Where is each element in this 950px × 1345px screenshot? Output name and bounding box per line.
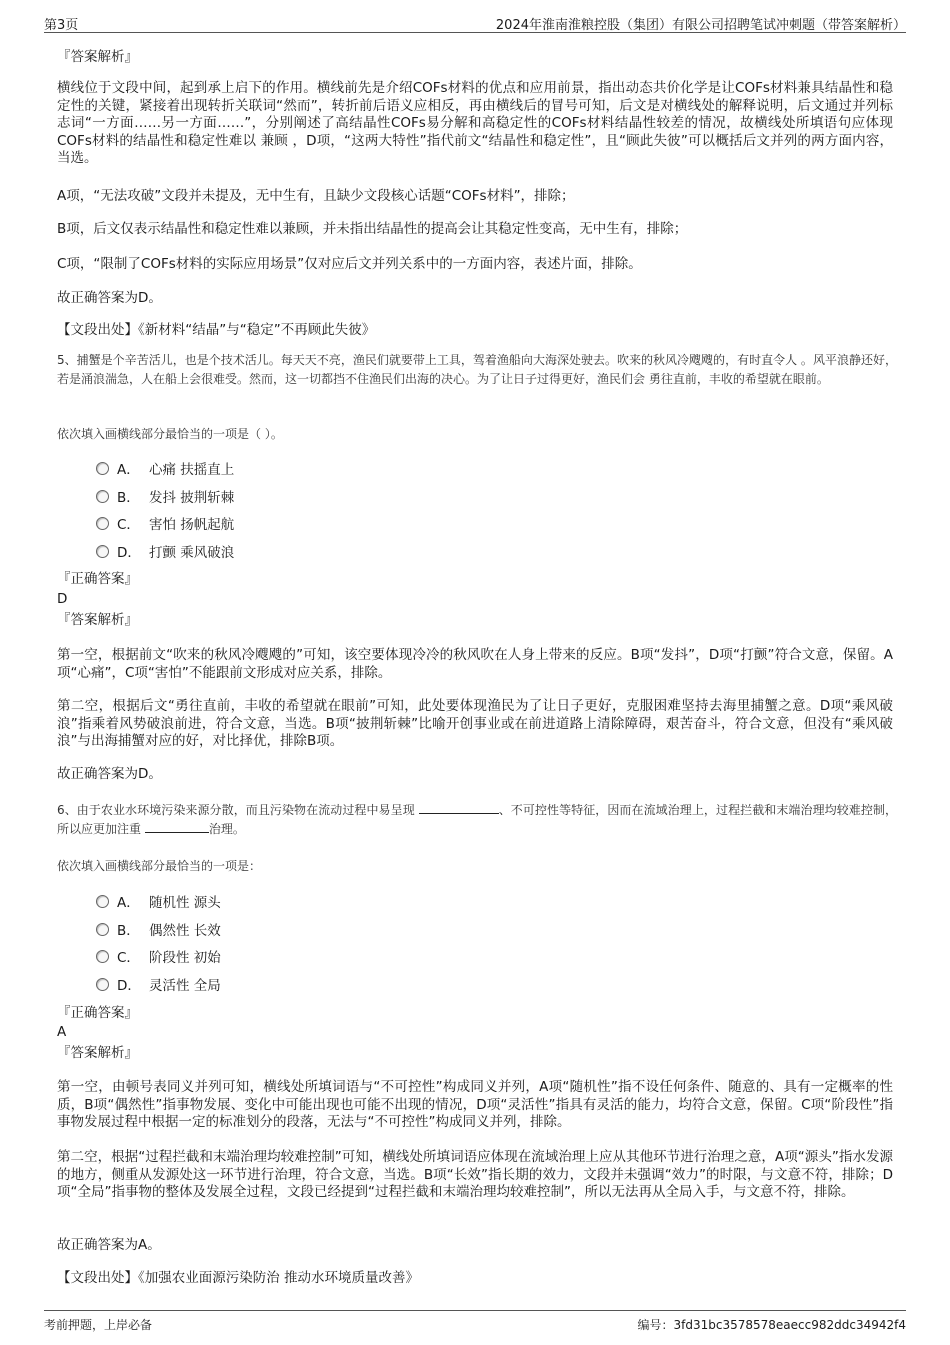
radio-icon[interactable] <box>96 517 109 530</box>
option-letter: C． <box>117 517 140 533</box>
q5-option-d[interactable] <box>96 541 234 561</box>
q5-analysis-label: 『答案解析』 <box>57 612 138 628</box>
q6-prompt: 依次填入画横线部分最恰当的一项是： <box>57 859 262 873</box>
q5-option-b[interactable] <box>96 486 234 506</box>
footer-slogan: 考前押题，上岸必备 <box>44 1318 153 1332</box>
option-letter: D． <box>117 978 141 994</box>
q5-option-a[interactable] <box>96 458 234 478</box>
option-text: 心痛 扶摇直上 <box>149 462 235 478</box>
q6-stem-part2: 、不可控性等特征，因而在流域治理上，过程拦截和末端治理均较难控制，所以应更加注重 <box>57 803 897 836</box>
q6-answer-label: 『正确答案』 <box>57 1005 138 1021</box>
option-text: 阶段性 初始 <box>149 950 221 966</box>
q5-conclusion: 故正确答案为D。 <box>57 766 162 782</box>
q6-stem-part3: 治理。 <box>208 822 245 836</box>
option-text: 随机性 源头 <box>149 895 221 911</box>
q4-analysis-p3: B项，后文仅表示结晶性和稳定性难以兼顾，并未指出结晶性的提高会让其稳定性变高，无中生有，排除； <box>57 221 688 237</box>
q6-option-d[interactable] <box>96 974 221 994</box>
option-text: 打颤 乘风破浪 <box>149 545 235 561</box>
q6-stem <box>57 801 897 839</box>
q6-option-c[interactable] <box>96 946 221 966</box>
q6-blank-2 <box>145 820 209 833</box>
option-text: 害怕 扬帆起航 <box>149 517 235 533</box>
q4-analysis-p1: 横线位于文段中间，起到承上启下的作用。横线前先是介绍COFs材料的优点和应用前景，指出动态共价化学是让COFs材料兼具结晶性和稳定性的关键，紧接着出现转折关联词“然而”，转折前后语义应相反，再由横线后的冒号可知，后文是对横线处的解释说明，后文通过并列标志词“一方面……另一方面……”，分别阐述了高结晶性COFs易分解和高稳定性的COFs材料结晶性较差的情况，故横线处所填语句应体现COFs材料的结晶性和稳定性难以 兼顾 ，D项，“这两大特性”指代前文“结晶性和稳定性”，且“顾此失彼”可以概括后文并列的两方面内容，当选。 <box>57 80 893 166</box>
option-letter: B． <box>117 490 140 506</box>
radio-icon[interactable] <box>96 490 109 503</box>
q5-analysis-p1: 第一空，根据前文“吹来的秋风冷飕飕的”可知，该空要体现冷冷的秋风吹在人身上带来的反应。B项“发抖”，D项“打颤”符合文意，保留。A项“心痛”，C项“害怕”不能跟前文形成对应关系，排除。 <box>57 647 893 681</box>
q4-conclusion: 故正确答案为D。 <box>57 290 162 306</box>
q6-answer: A <box>57 1024 67 1040</box>
page-number: 第3页 <box>44 18 79 33</box>
q6-blank-1 <box>419 801 499 814</box>
q6-analysis-p2: 第二空，根据“过程拦截和末端治理均较难控制”可知，横线处所填词语应体现在流域治理上应从其他环节进行治理之意，A项“源头”指水发源的地方，侧重从发源处这一环节进行治理，符合文意，当选。B项“长效”指长期的效力，文段并未强调“效力”的时限，与文意不符，排除；D项“全局”指事物的整体及发展全过程，文段已经提到“过程拦截和末端治理均较难控制”，所以无法再从全局入手，与文意不符，排除。 <box>57 1149 893 1200</box>
option-letter: C． <box>117 950 140 966</box>
radio-icon[interactable] <box>96 462 109 475</box>
q5-answer-label: 『正确答案』 <box>57 571 138 587</box>
q4-source: 【文段出处】《新材料“结晶”与“稳定”不再顾此失彼》 <box>57 322 376 338</box>
q6-source: 【文段出处】《加强农业面源污染防治 推动水环境质量改善》 <box>57 1270 420 1286</box>
footer-divider <box>44 1310 906 1311</box>
option-letter: D． <box>117 545 141 561</box>
q5-analysis-p2: 第二空，根据后文“勇往直前，丰收的希望就在眼前”可知，此处要体现渔民为了让日子更好，克服困难坚持去海里捕蟹之意。D项“乘风破浪”指乘着风势破浪前进，符合文意，当选。B项“披荆斩棘”比喻开创事业或在前进道路上清除障碍，艰苦奋斗，符合文意，但没有“乘风破浪”与出海捕蟹对应的好，对比择优，排除B项。 <box>57 698 893 749</box>
option-text: 发抖 披荆斩棘 <box>149 490 235 506</box>
radio-icon[interactable] <box>96 923 109 936</box>
q5-prompt: 依次填入画横线部分最恰当的一项是（ ）。 <box>57 427 283 441</box>
q6-stem-part1: 6、由于农业水环境污染来源分散，而且污染物在流动过程中易呈现 <box>57 803 419 817</box>
option-text: 灵活性 全局 <box>149 978 221 994</box>
radio-icon[interactable] <box>96 895 109 908</box>
header-divider <box>44 32 906 33</box>
q6-option-a[interactable] <box>96 891 221 911</box>
option-text: 偶然性 长效 <box>149 923 221 939</box>
option-letter: A． <box>117 895 140 911</box>
option-letter: B． <box>117 923 140 939</box>
q4-analysis-label: 『答案解析』 <box>57 49 138 65</box>
radio-icon[interactable] <box>96 978 109 991</box>
q6-analysis-p1: 第一空，由顿号表同义并列可知，横线处所填词语与“不可控性”构成同义并列，A项“随机性”指不设任何条件、随意的、具有一定概率的性质，B项“偶然性”指事物发展、变化中可能出现也可能不出现的情况，D项“灵活性”指具有灵活的能力，均符合文意，保留。C项“阶段性”指事物发展过程中根据一定的标准划分的段落，无法与“不可控性”构成同义并列，排除。 <box>57 1079 893 1130</box>
radio-icon[interactable] <box>96 545 109 558</box>
q6-conclusion: 故正确答案为A。 <box>57 1237 161 1253</box>
q5-answer: D <box>57 591 68 607</box>
radio-icon[interactable] <box>96 950 109 963</box>
document-id: 编号：3fd31bc3578578eaecc982ddc34942f4 <box>637 1318 906 1332</box>
document-title: 2024年淮南淮粮控股（集团）有限公司招聘笔试冲刺题（带答案解析） <box>495 18 906 33</box>
option-letter: A． <box>117 462 140 478</box>
q4-analysis-p2: A项，“无法攻破”文段并未提及，无中生有，且缺少文段核心话题“COFs材料”，排除； <box>57 188 575 204</box>
q4-analysis-p4: C项，“限制了COFs材料的实际应用场景”仅对应后文并列关系中的一方面内容，表述片面，排除。 <box>57 256 642 272</box>
q6-option-b[interactable] <box>96 919 221 939</box>
q5-stem: 5、捕蟹是个辛苦活儿，也是个技术活儿。每天天不亮，渔民们就要带上工具，驾着渔船向大海深处驶去。吹来的秋风冷飕飕的，有时直令人 。风平浪静还好，若是涌浪湍急，人在船上会很难受。然而，这一切都挡不住渔民们出海的决心。为了让日子过得更好，渔民们会 勇往直前，丰收的希望就在眼前。 <box>57 353 897 386</box>
q5-option-c[interactable] <box>96 513 234 533</box>
q6-analysis-label: 『答案解析』 <box>57 1045 138 1061</box>
